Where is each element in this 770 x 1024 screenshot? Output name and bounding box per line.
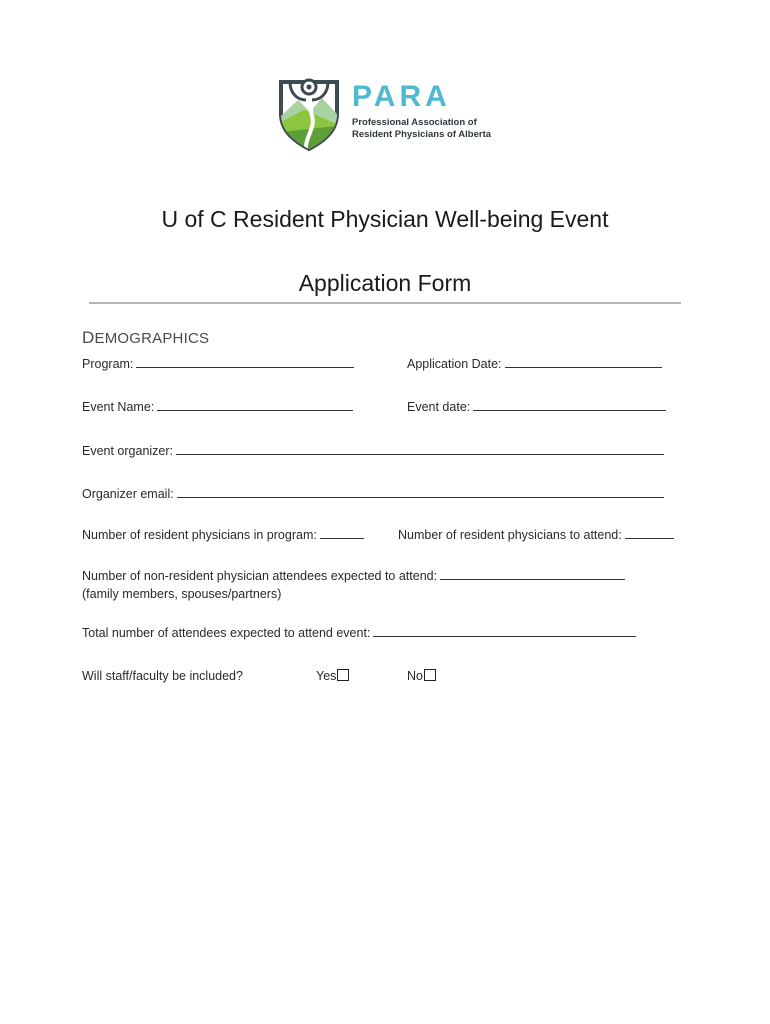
event-organizer-input-line[interactable] <box>176 442 664 455</box>
event-name-label: Event Name: <box>82 400 155 414</box>
event-name-field <box>82 398 353 414</box>
logo-tagline-line2: Resident Physicians of Alberta <box>352 129 492 140</box>
staff-faculty-question: Will staff/faculty be included? <box>82 669 243 683</box>
organizer-email-input-line[interactable] <box>177 485 664 498</box>
yes-label: Yes <box>316 669 337 683</box>
non-resident-attendees-label: Number of non-resident physician attendees expected to attend: <box>82 569 438 583</box>
event-date-input-line[interactable] <box>473 398 666 411</box>
page-title: U of C Resident Physician Well-being Event <box>161 206 609 232</box>
organizer-email-field <box>82 485 664 501</box>
application-date-input-line[interactable] <box>505 355 662 368</box>
event-date-field <box>407 398 666 414</box>
section-heading-initial: D <box>82 328 95 347</box>
shield-stethoscope-icon <box>276 76 342 152</box>
yes-option[interactable] <box>316 669 349 683</box>
title-divider <box>89 302 681 304</box>
section-heading-rest: EMOGRAPHICS <box>94 330 210 347</box>
non-resident-attendees-field <box>82 567 625 583</box>
no-option[interactable] <box>407 669 436 683</box>
program-label: Program: <box>82 357 134 371</box>
program-input-line[interactable] <box>136 355 354 368</box>
non-resident-attendees-note: (family members, spouses/partners) <box>82 587 282 601</box>
residents-in-program-label: Number of resident physicians in program: <box>82 528 317 542</box>
total-attendees-label: Total number of attendees expected to attend event: <box>82 626 371 640</box>
residents-in-program-input-line[interactable] <box>320 526 364 539</box>
organizer-email-label: Organizer email: <box>82 487 174 501</box>
no-label: No <box>407 669 423 683</box>
residents-in-program-field <box>82 526 364 542</box>
event-organizer-label: Event organizer: <box>82 444 174 458</box>
residents-to-attend-input-line[interactable] <box>625 526 674 539</box>
no-checkbox[interactable] <box>424 669 436 681</box>
para-logo <box>276 76 506 152</box>
event-name-input-line[interactable] <box>157 398 353 411</box>
logo-tagline-line1: Professional Association of <box>352 117 477 128</box>
application-date-field <box>407 355 662 371</box>
total-attendees-field <box>82 624 636 640</box>
event-date-label: Event date: <box>407 400 471 414</box>
page-subtitle: Application Form <box>298 270 472 296</box>
event-organizer-field <box>82 442 664 458</box>
total-attendees-input-line[interactable] <box>373 624 636 637</box>
yes-checkbox[interactable] <box>337 669 349 681</box>
program-field <box>82 355 354 371</box>
logo-wordmark: PARA <box>352 80 451 113</box>
non-resident-attendees-input-line[interactable] <box>440 567 625 580</box>
residents-to-attend-field <box>398 526 674 542</box>
application-date-label: Application Date: <box>407 357 502 371</box>
residents-to-attend-label: Number of resident physicians to attend: <box>398 528 622 542</box>
section-heading-demographics <box>82 328 209 348</box>
